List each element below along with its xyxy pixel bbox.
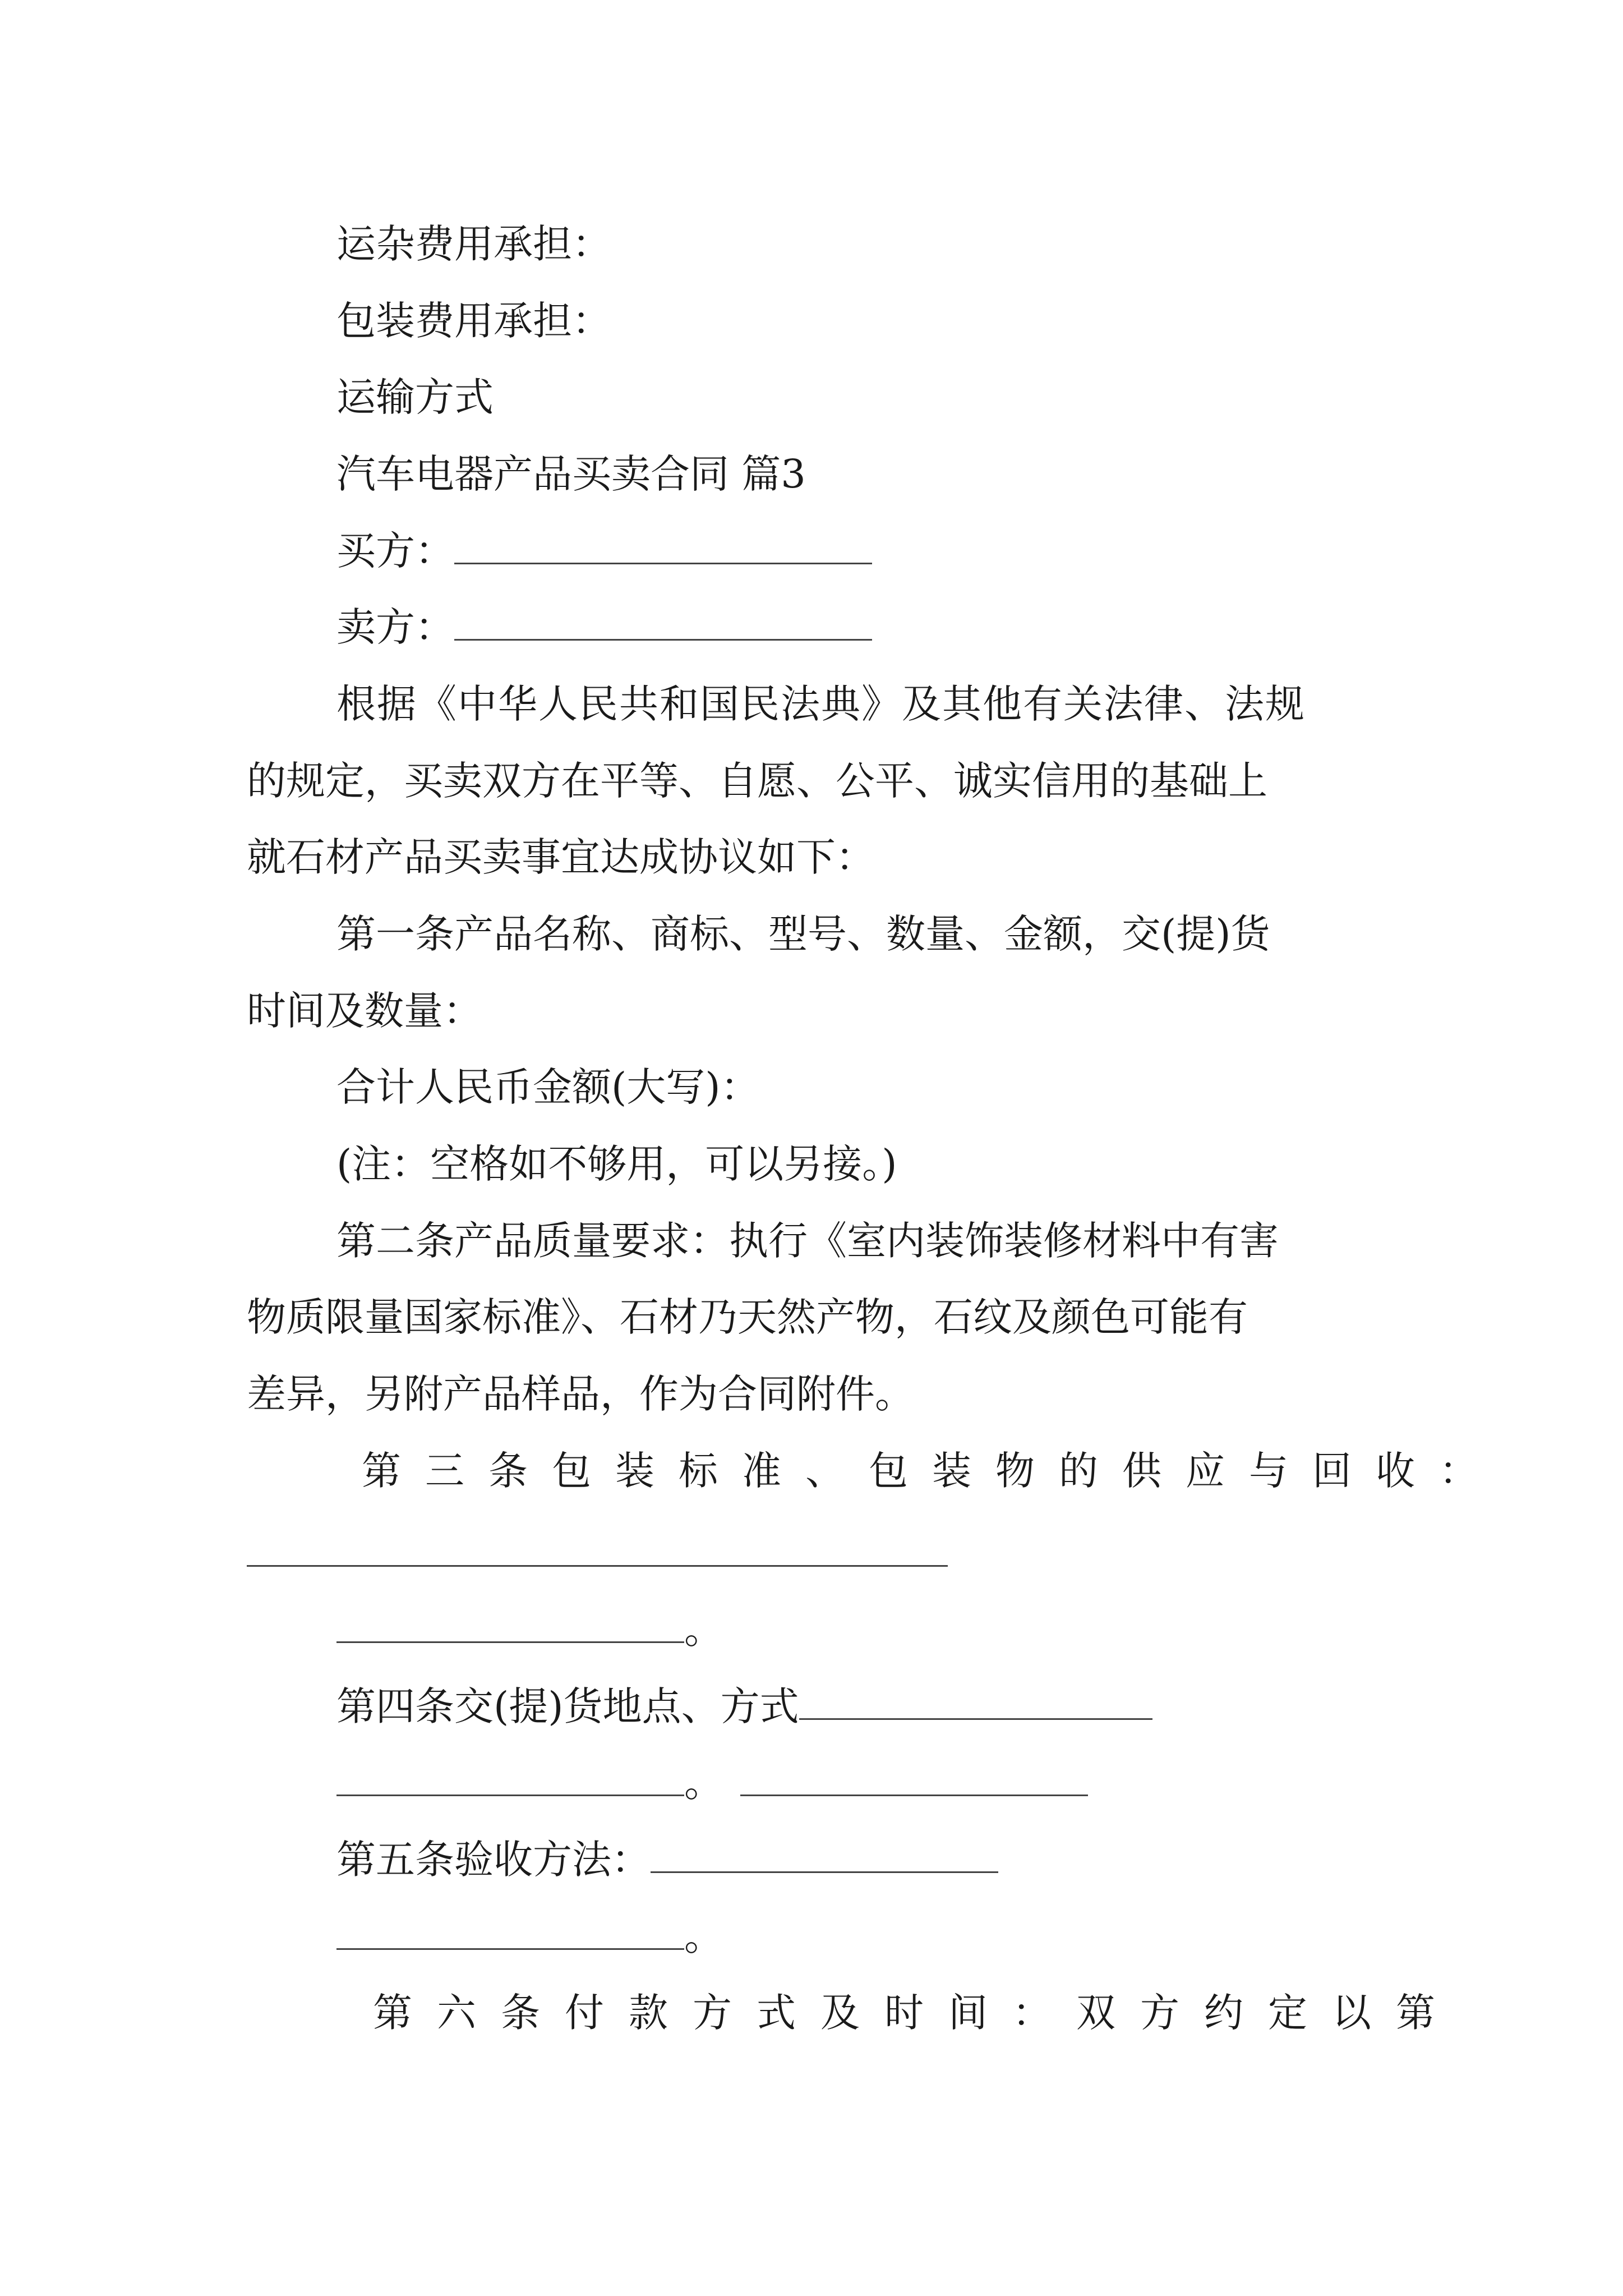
article-3-blank-rule [247, 1565, 948, 1567]
article-3-period: 。 [684, 1607, 723, 1653]
article-4-text: 第四条交(提)货地点、方式 [336, 1683, 799, 1729]
preamble-line-3 [247, 832, 875, 882]
article-5-end-line [336, 1911, 723, 1962]
article-3-end-line [336, 1604, 723, 1655]
article-3-end-blank [336, 1609, 684, 1643]
buyer-label: 买方： [336, 528, 454, 574]
preamble-text-3: 就石材产品买卖事宜达成协议如下： [247, 834, 875, 880]
contract-title [336, 449, 806, 499]
preamble-text-1: 根据《中华人民共和国民法典》及其他有关法律、法规 [336, 681, 1306, 727]
article-4-end-line [336, 1757, 1088, 1808]
article-5-blank [651, 1839, 998, 1873]
packing-cost-text: 包装费用承担： [336, 298, 611, 344]
article-2-line-2 [247, 1292, 1248, 1342]
transport-mode-line [336, 372, 494, 422]
article-4-blank [799, 1686, 1152, 1720]
total-amount-line [336, 1062, 760, 1112]
article-1-line-2 [247, 986, 482, 1036]
article-1-text-1: 第一条产品名称、商标、型号、数量、金额，交(提)货 [336, 911, 1270, 957]
buyer-line [336, 526, 872, 576]
note-line [336, 1139, 897, 1189]
preamble-line-1 [336, 679, 1388, 729]
freight-cost-line [336, 219, 611, 269]
note-text: (注：空格如不够用，可以另接。) [336, 1141, 897, 1187]
article-5-line [336, 1834, 998, 1885]
article-4-extra-blank [740, 1762, 1088, 1796]
total-amount-text: 合计人民币金额(大写)： [336, 1064, 760, 1110]
article-2-line-1 [336, 1216, 1279, 1266]
preamble-line-2 [247, 756, 1267, 806]
article-6-line [373, 1987, 1460, 2038]
transport-mode-text: 运输方式 [336, 374, 494, 420]
article-5-end-blank [336, 1916, 684, 1950]
article-3-text: 第三条包装标准、包装物的供应与回收： [362, 1448, 1502, 1494]
seller-line [336, 602, 872, 652]
article-2-line-3 [247, 1369, 914, 1419]
article-3-line [362, 1446, 1502, 1496]
seller-blank [454, 606, 872, 641]
packing-cost-line [336, 296, 611, 346]
article-2-text-3: 差异，另附产品样品，作为合同附件。 [247, 1371, 914, 1417]
contract-title-text: 汽车电器产品买卖合同 篇3 [336, 451, 806, 497]
article-4-line [336, 1681, 1152, 1732]
article-5-text: 第五条验收方法： [336, 1837, 651, 1883]
article-1-text-2: 时间及数量： [247, 988, 482, 1034]
article-4-end-blank [336, 1762, 684, 1796]
article-1-line-1 [336, 909, 1270, 959]
article-6-text: 第六条付款方式及时间：双方约定以第 [373, 1990, 1460, 2036]
article-2-text-2: 物质限量国家标准》、石材乃天然产物，石纹及颜色可能有 [247, 1294, 1248, 1340]
freight-cost-text: 运杂费用承担： [336, 221, 611, 267]
preamble-text-2: 的规定，买卖双方在平等、自愿、公平、诚实信用的基础上 [247, 758, 1267, 804]
buyer-blank [454, 530, 872, 564]
seller-label: 卖方： [336, 604, 454, 650]
article-4-period: 。 [684, 1760, 723, 1806]
article-5-period: 。 [684, 1913, 723, 1959]
article-2-text-1: 第二条产品质量要求：执行《室内装饰装修材料中有害 [336, 1218, 1279, 1264]
